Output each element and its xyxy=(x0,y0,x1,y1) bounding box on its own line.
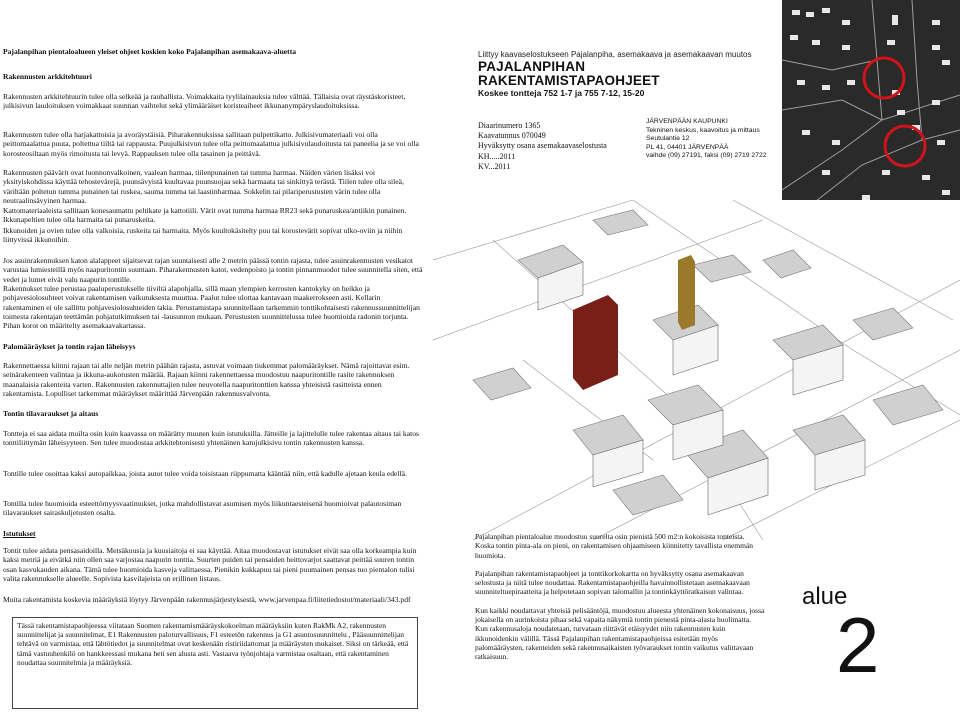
header-subtitle: Koskee tontteja 752 1-7 ja 755 7-12, 15-20 xyxy=(478,88,645,98)
intro-paragraph: Pajalanpihan pientaloalue muodostuu suurelta osin pienistä 500 m2:n kokoisista tonteista. Koska tontin pinta-ala on pieni, on rakentamisen ohjaamiseen kiinnitetty tavallista enemmän huomiota. xyxy=(475,532,754,560)
plan-code: Kaavatunnus 070049 xyxy=(478,131,546,141)
area-label: alue xyxy=(802,583,848,610)
intro-paragraph: Pajalanpihan rakentamistapaohjeet ja tonttikorkokartta on hyväksytty osana asemakaavan selostusta ja niitä tulee noudattaa. Rakentamistapaohjeilla havainnollistetaan asemakaavaan suunniteltuepiraatteita ja helpotetaan sopivan talomallin ja tontinkäyttöratkaisun valintaa. xyxy=(475,568,750,597)
section-heading-architecture: Rakennusten arkkitehtuuri xyxy=(3,72,92,81)
kh-date: KH.....2011 xyxy=(478,151,516,161)
paragraph: Ikkunoiden ja ovien tulee olla valkoisia, ruskeita tai harmaita. Myös kuultokäsitelty puu tai korostevärit sopivat ulko-oviin ja niihin liittyvissä ikkunoihin. xyxy=(3,226,403,245)
approval-text: Hyväksytty osana asemakaavaselostusta xyxy=(478,141,607,151)
paragraph: Jos asuinrakennuksen katon alalappeet sijaitsevat rajan suuntaisesti alle 2 metrin päässä tontin rajasta, tulee asuinrakennusten vesikatot varustaa lumiesteillä myös naapuritontin suuntaan. Piharakennusten katot, vedenpoisto ja tontin pinnanmuodot tulee suunnitella siten, että vedet ja lumet eivät valu naapurin tontille. xyxy=(3,256,423,284)
map-image xyxy=(782,0,960,212)
header-title: RAKENTAMISTAPAOHJEET xyxy=(478,73,660,88)
axonometric-drawing xyxy=(433,200,960,540)
note-box xyxy=(12,617,418,709)
paragraph: Tontilla tulee huomioida esteettömyysvaatimukset, jotka mahdollistavat asumisen myös liikuntaesteisenä huomioivat palautosiman tilavaraukset sairaskuljetusten osalta. xyxy=(3,499,402,518)
contact-street: Seutulantie 12 xyxy=(646,135,690,143)
intro-text xyxy=(475,532,765,671)
gold-roof-house xyxy=(678,255,695,330)
section-heading-planting: Istutukset xyxy=(3,529,36,538)
diary-number: Diaarinumero 1365 xyxy=(478,121,541,130)
paragraph: Tontille tulee osoittaa kaksi autopaikkaa, joista autot tulee voida toisistaan riippumatta kääntää niin, että kadulle ajetaan keula edellä. xyxy=(3,469,407,478)
document-title: Pajalanpihan pientaloalueen yleiset ohjeet koskien koko Pajalanpihan asemakaava-aluetta xyxy=(3,47,297,56)
paragraph-link[interactable]: Muita rakentamista koskevia määräyksiä löytyy Järvenpään rakennusjärjestyksestä, www.jarvenpaa.fi/liitetiedostot/materiaali/343.pdf xyxy=(3,595,411,604)
paragraph: Rakennukset tulee perustaa paaluperustukselle tiiviltä alapohjalla, sillä maan ylempien kerrosten kantokyky on heikko ja pohjavesiolosuhteet voivat rakentamisen vaikutuksesta muuttua. Paalut tulee ulottaa kantavaan maakerrokseen asti. Kellarin rakentaminen ei ole sallittu pohjavesiolosuhteiden takia. Perustamistapa suunnitellaan tarkemmin tonttikohtaisesti rakennussuunnittelijan toimesta rakentajan teettämän pohjatutkimuksen tai -lausunnon mukaan. Perustusten suunnittelussa tulee huomioida radonin torjunta. Pihan korot on määritelty asemakaavakartassa. xyxy=(3,284,420,331)
header-name: PAJALANPIHAN xyxy=(478,59,586,74)
paragraph: Kattomateriaaleista sallitaan konesaumattu peltikate ja kattotiili. Värit ovat tumma harmaa RR23 sekä punaruskea/antiikin punainen. Ikkunapeltien tulee olla harmaita tai punaruskeita. xyxy=(3,206,407,225)
diary-info xyxy=(478,121,607,172)
document-header xyxy=(478,50,778,99)
contact-phone: vaihde (09) 27191, faksi (09) 2719 2722 xyxy=(646,152,767,160)
red-roof-house xyxy=(573,295,618,390)
section-heading-fire: Palomääräykset ja tontin rajan läheisyys xyxy=(3,342,136,351)
axonometric-illustration xyxy=(433,200,960,540)
paragraph: Rakennusten päävärit ovat luonnonvalkoinen, vaalean harmaa, tiilenpunainen tai tumma harmaa. Näiden värien lisäksi voi yksityiskohdissa käyttää tehostevärejä, puunsävyistä kuultavaa puunsuojaa sekä harmaata tai sinkittyä terästä. Tiilen tulee olla sileä, väriltään poltetun tumma punainen tai ruskea, sauma tumma tai laastinharmaa. Sokkelin tai pilariperustusten värin tulee olla neutraalinsävyinen harmaa. xyxy=(3,168,404,205)
related-to: Liittyy kaavaselostukseen Pajalanpiha, asemakaava ja asemakaavan muutos xyxy=(478,50,752,59)
paragraph: Tontit tulee aidata pensasaidoilla. Metsäkuusia ja kuusiaitoja ei saa käyttää. Aitaa muodostavat istutukset eivät saa olla korkeampia kuin kaksi metriä ja eivätkä niin ollen saa varjostaa naapurin tonttia. Suurten puiden tai pensaiden heittovarjot saattavat peittää suuren tontin osan kasvukauden aikana. Tämä tulee huomioida kasveja valittaessa. Pienikin kukkapuu tai pieni puumainen pensas tuo pientalon tulisi valita rakennukselle alueelle. Sopivista kasvilajeista on erillinen listaus. xyxy=(3,546,417,583)
kv-date: KV...2011 xyxy=(478,161,511,171)
note-text: Tässä rakentamistapaohjeessa viitataan Suomen rakentamismääräyskokoelman määräyksiin kuten RakMk A2, rakennusten suunnittelijat ja suunnitelmat, E1 Rakennusten paloturvallisuus, F1 esteetön rakennus ja G1 asuntosuunnittelu , Pääsuunnittelijan tehtävä on varmistaa, että lähtötiedot ja suunnitelmat ovat keskenään ristiriidattomat ja määräysten mukaiset. Siksi on tärkeää, että tämä vastuuhenkilö on hankkeessasi mukana heti sen alusta asti. Vastaava työnjohtaja varmistaa osaltaan, että rakentaminen noudattaa suunnitelmia ja määräyksiä. xyxy=(17,621,409,667)
intro-paragraph: Kun kaikki noudattavat yhteisiä pelisääntöjä, muodostuu alueesta yhtenäinen kokonaisuus, jossa jokaisella on aurinkoista pihaa sekä vapaita näkymiä tontin pienestä pinta-alasta huolimatta. Kun rakennusaloja noudatetaan, turvataan riittävät etäisyydet niin rakennusten kuin ikkunoidenkin välillä. Tässä Pajalanpihan rakentamistapaohjeissa esitetään myös palomääräysten, rakenteiden sekä rakennusaikaisten työvaraukset tontin vaikutus valittavaan ratkaisuun. xyxy=(475,605,765,662)
area-number: 2 xyxy=(836,601,880,689)
paragraph: Tontteja ei saa aidata muilta osin kuin kaavassa on määrätty muuten kuin istutuksilla. Jätteille ja lajittelulle tulee rakentaa aitaus tai katos tonttiliittymän läheisyyteen. Sen tulee muodostaa arkkitehtonisesti yhtenäinen katujulkisivu tontin rakennusten kanssa. xyxy=(3,429,419,448)
contact-org: JÄRVENPÄÄN KAUPUNKI xyxy=(646,118,728,125)
left-column xyxy=(0,0,430,713)
contact-postal: PL 41, 04401 JÄRVENPÄÄ xyxy=(646,143,729,151)
paragraph: Rakennusten tulee olla harjakattoisia ja avoräystäisiä. Piharakennuksissa sallitaan pulpettikatto. Julkisivumateriaali voi olla peittomaalattua puuta, poltettua tiiltä tai rappausta. Puujulkisivun tulee olla peittomaalattua julkisivulaudoitusta tai paneelia ja se voi olla korosteosiltaan myös rimoitusta tai levyä. Rappauksen tulee olla tasainen ja peittävä. xyxy=(3,130,419,158)
location-map xyxy=(782,0,960,212)
contact-info xyxy=(646,118,767,161)
contact-dept: Tekninen keskus, kaavoitus ja mittaus xyxy=(646,126,760,134)
section-heading-plot: Tontin tilavaraukset ja aitaus xyxy=(3,409,99,418)
paragraph: Rakennettaessa kiinni rajaan tai alle neljän metrin päähän rajasta, astuvat voimaan tiukemmat palomääräykset. Nämä rajoittavat esim. seinärakenteen valintaa ja ikkuna-aukotusten määrää. Rajaan kiinni rakennettaessa muodostuu naapuritontille rasite rakennuksen maanalaisia rakenteita varten. Rakennusten rakennuttajien tulee neuvotella naapuritonttien kanssa yhteisistä rasitteista ennen rakentamista. Lopulliset tarkemmat määräykset määrittää Järvenpään rakennusvalvonta. xyxy=(3,361,410,398)
paragraph: Rakennusten arkkitehtuurin tulee olla selkeää ja rauhallista. Voimakkaita tyylilainauksia tulee välttää. Tällaisia ovat räystäskoristeet, julkisivun laudoituksen voimakkaat suunnan vaihtelut sekä ylimääräiset koristeaiheet ikkunanympäryslaudoituksissa. xyxy=(3,92,406,111)
